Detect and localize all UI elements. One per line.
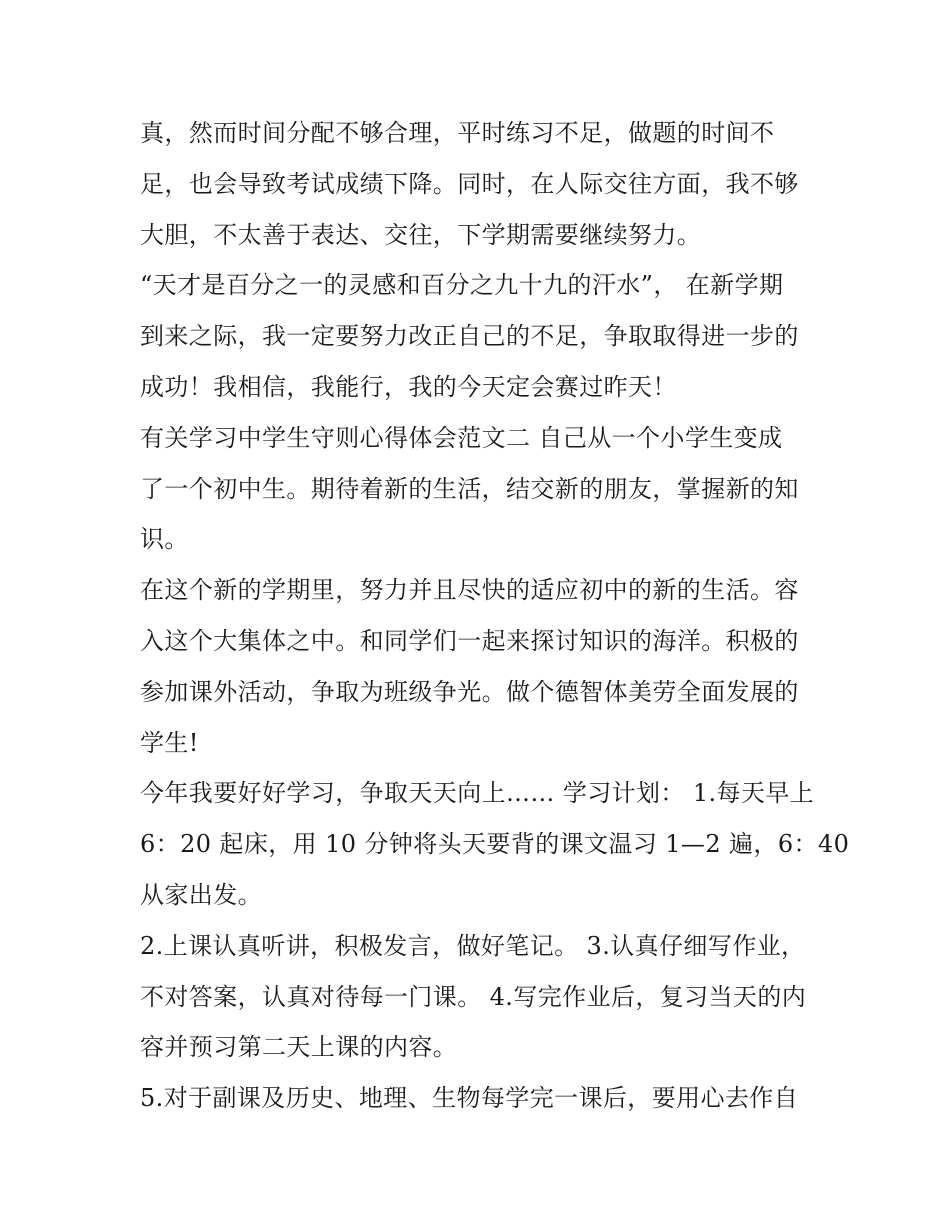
- text-line: 入这个大集体之中。和同学们一起来探讨知识的海洋。积极的: [140, 626, 799, 655]
- text-line: 了一个初中生。期待着新的生活，结交新的朋友，掌握新的知: [140, 474, 799, 503]
- text-line: 足，也会导致考试成绩下降。同时，在人际交往方面，我不够: [140, 169, 799, 198]
- text-line: 2.上课认真听讲，积极发言，做好笔记。 3.认真仔细写作业，: [140, 931, 806, 960]
- text-line: 不对答案，认真对待每一门课。 4.写完作业后，复习当天的内: [140, 982, 807, 1011]
- text-line: 大胆，不太善于表达、交往，下学期需要继续努力。: [140, 220, 702, 249]
- text-line: 在这个新的学期里，努力并且尽快的适应初中的新的生活。容: [140, 576, 799, 605]
- text-line: 从家出发。: [140, 880, 262, 909]
- document-body: [140, 108, 850, 1124]
- text-line: 成功！我相信，我能行，我的今天定会赛过昨天！: [140, 372, 677, 401]
- text-line: 6：20 起床，用 10 分钟将头天要背的课文温习 1—2 遍，6：40: [140, 830, 850, 859]
- text-line: 参加课外活动，争取为班级争光。做个德智体美劳全面发展的: [140, 677, 799, 706]
- text-line: 5.对于副课及历史、地理、生物每学完一课后，要用心去作自: [140, 1084, 799, 1113]
- text-line: 有关学习中学生守则心得体会范文二 自己从一个小学生变成: [140, 423, 783, 452]
- text-line: “天才是百分之一的灵感和百分之九十九的汗水”， 在新学期: [140, 271, 784, 300]
- text-line: 真，然而时间分配不够合理，平时练习不足，做题的时间不: [140, 119, 775, 147]
- text-line: 今年我要好好学习，争取天天向上…… 学习计划： 1.每天早上: [140, 779, 815, 808]
- text-line: 学生!: [140, 728, 199, 757]
- text-line: 容并预习第二天上课的内容。: [140, 1033, 458, 1062]
- text-line: 识。: [140, 525, 189, 554]
- text-line: 到来之际，我一定要努力改正自己的不足，争取取得进一步的: [140, 322, 799, 351]
